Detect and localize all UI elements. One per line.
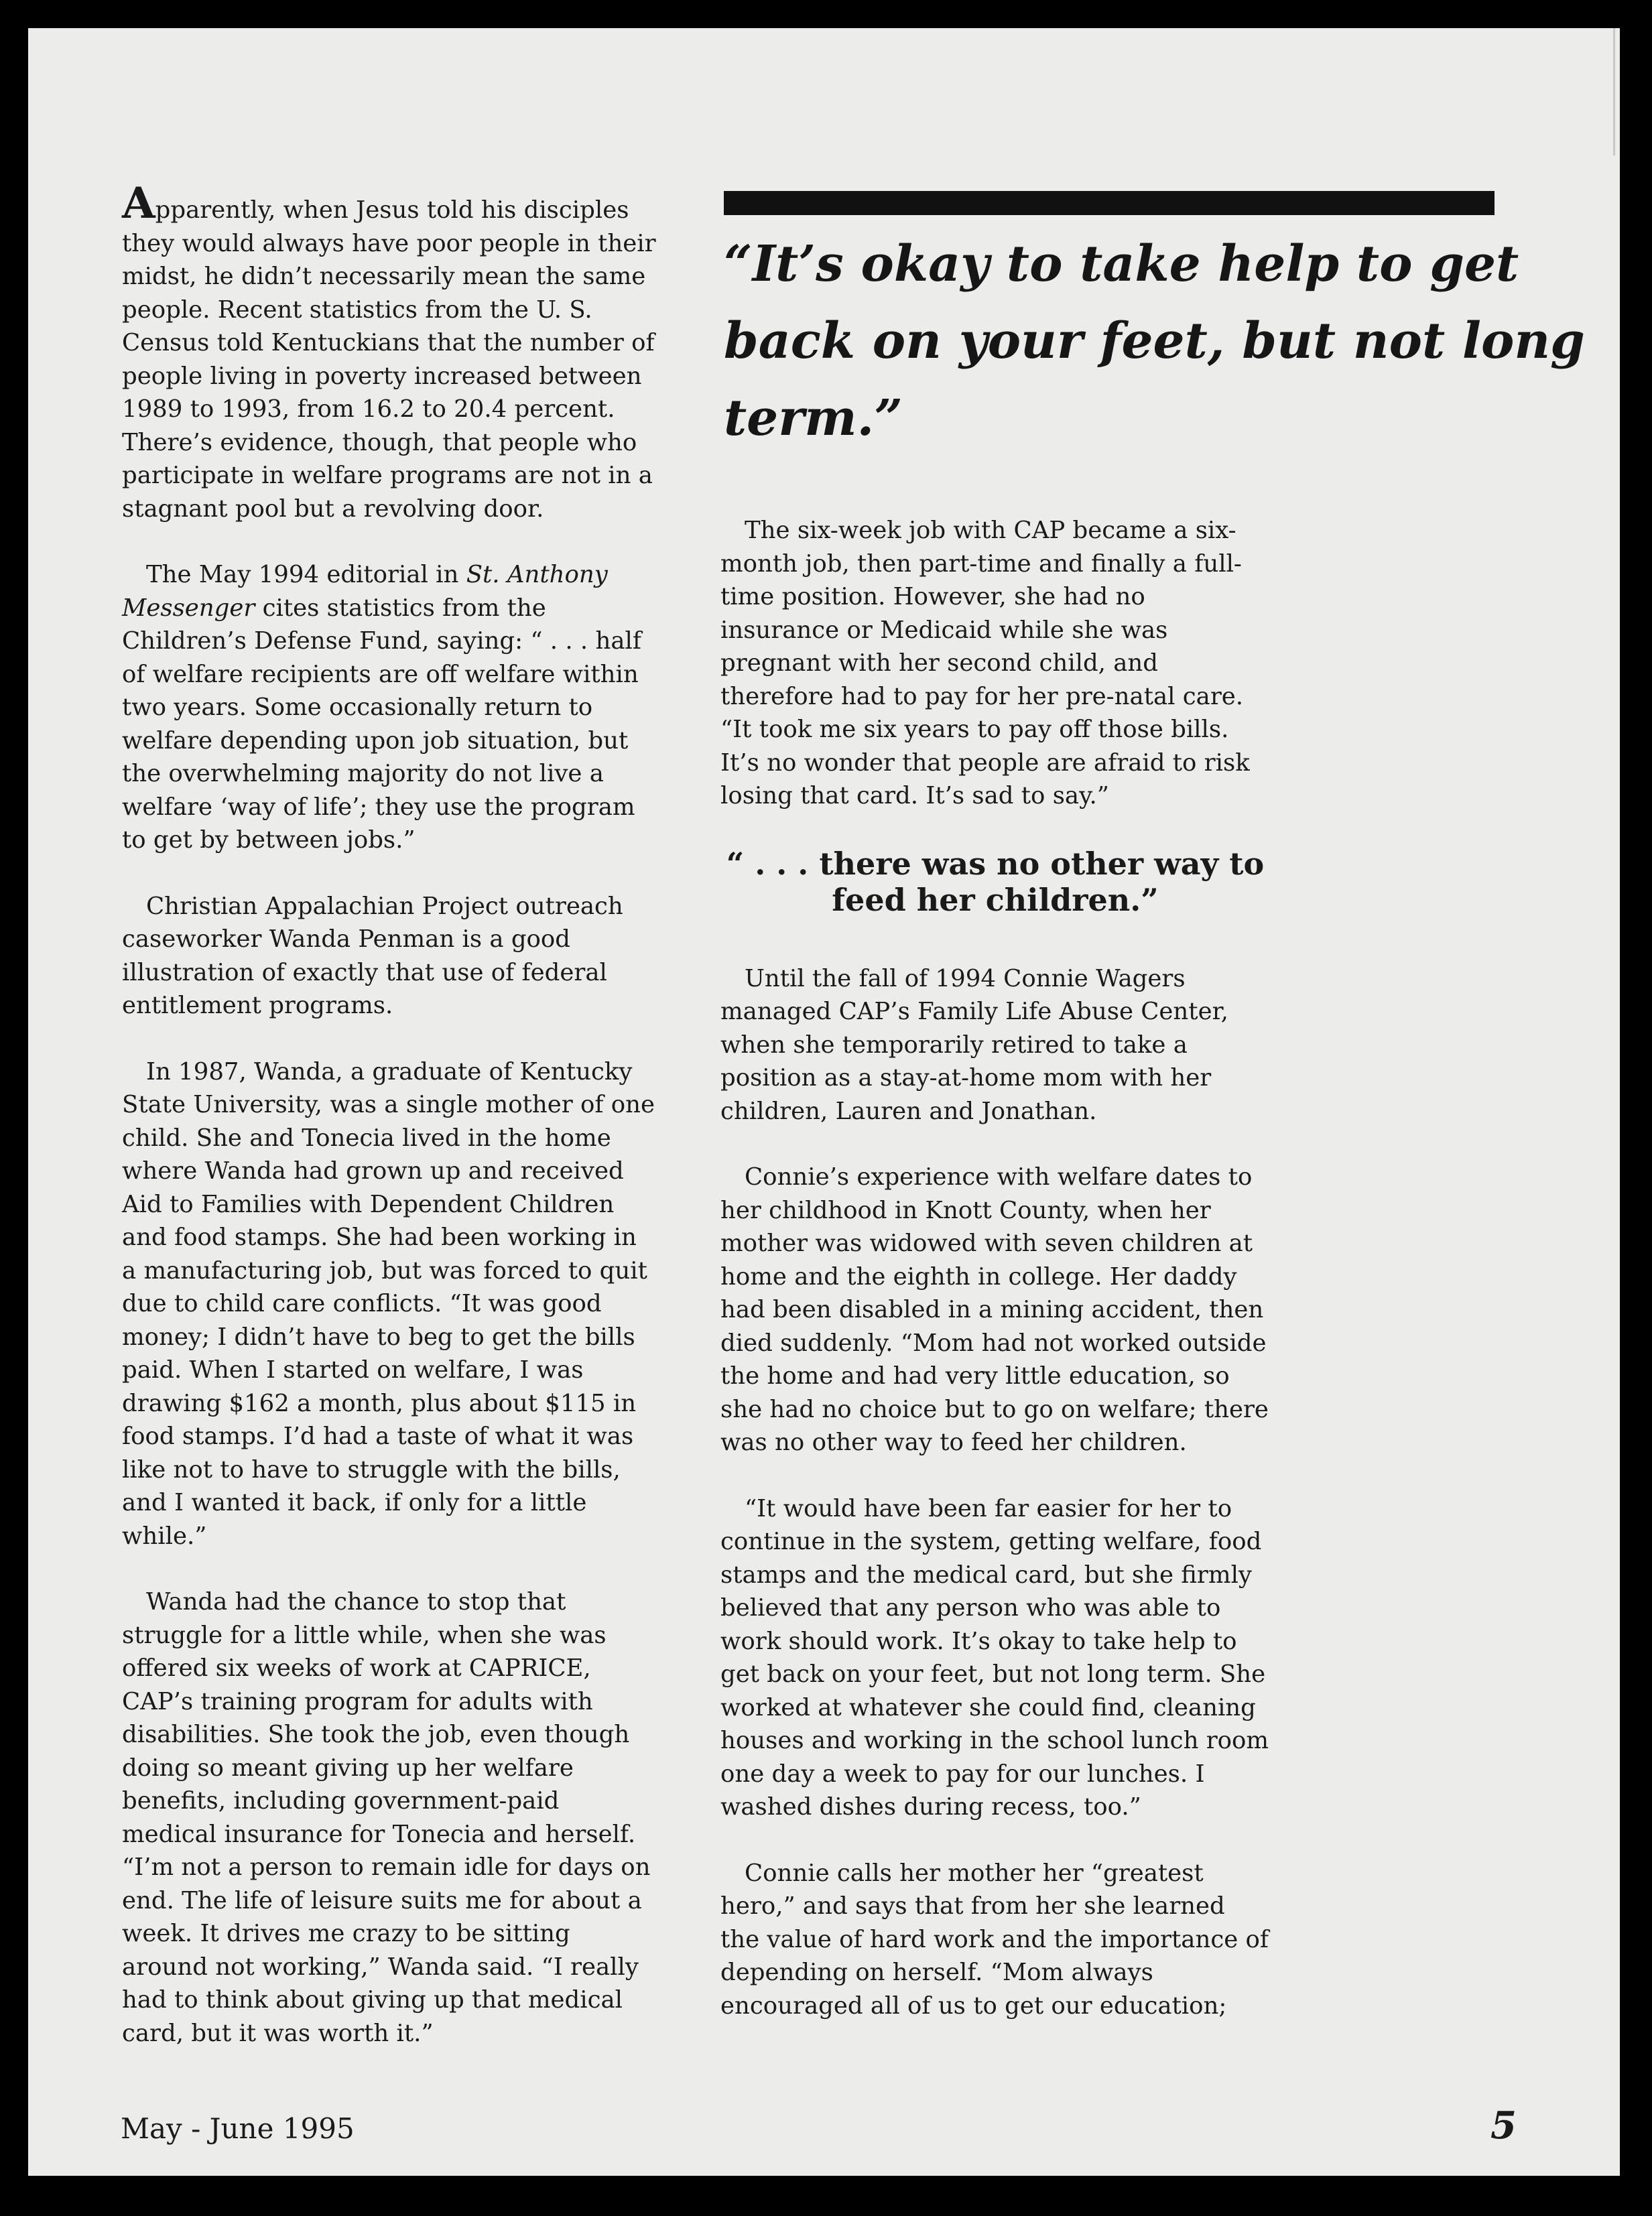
right-column (720, 514, 1270, 2055)
paragraph-text: cites statistics from the Children’s Defense Fund, saying: “ . . . half of welfare recipients are off welfare within two years. Some occasionally return to welfare depending upon job situation, but the overwhelming majority do not live a welfare ‘way of life’; they use the program to get by between jobs.” (122, 594, 642, 854)
paragraph-connie-intro: Until the fall of 1994 Connie Wagers managed CAP’s Family Life Abuse Center, when she temporarily retired to take a position as a stay-at-home mom with her children, Lauren and Jonathan. (720, 964, 1228, 1125)
issue-date: May - June 1995 (121, 2112, 355, 2145)
paragraph-greatest-hero: Connie calls her mother her “greatest hero,” and says that from her she learned the value of hard work and the importance of depending on herself. “Mom always encouraged all of us to get our education; (720, 1859, 1269, 2020)
paragraph-text: The May 1994 editorial in (146, 561, 466, 588)
section-subhead: “ . . . there was no other way to feed her children.” (726, 845, 1265, 918)
paragraph-knott-county: Connie’s experience with welfare dates to her childhood in Knott County, when her mother was widowed with seven children at home and the eighth in college. Her daddy had been disabled in a mining accident, then died suddenly. “Mom had not worked outside the home and had very little education, so she had no choice but to go on welfare; there was no other way to feed her children. (720, 1163, 1269, 1456)
paragraph-text: pparently, when Jesus told his disciples they would always have poor people in their midst, he didn’t necessarily mean the same people. Recent statistics from the U. S. Census told Kentuckians that the number of people living in poverty increased between 1989 to 1993, from 16.2 to 20.4 percent. There’s evidence, though, that people who participate in welfare programs are not in a stagnant pool but a revolving door. (122, 196, 656, 523)
drop-cap: A (122, 178, 155, 229)
pull-quote: “It’s okay to take help to get back on your feet, but not long term.” (724, 235, 1585, 447)
paragraph-1987: In 1987, Wanda, a graduate of Kentucky State University, was a single mother of one child. She and Tonecia lived in the home where Wanda had grown up and received Aid to Families with Dependent Children and food stamps. She had been working in a manufacturing job, but was forced to quit due to child care conflicts. “It was good money; I didn’t have to beg to get the bills paid. When I started on welfare, I was drawing $162 a month, plus about $115 in food stamps. I’d had a taste of what it was like not to have to struggle with the bills, and I wanted it back, if only for a little while.” (122, 1057, 655, 1550)
left-column (122, 178, 658, 2083)
pull-quote-bar (724, 191, 1495, 215)
paragraph-apparently (122, 178, 658, 525)
page-number: 5 (1490, 2103, 1517, 2148)
publication-title: St. Anthony Messenger (122, 561, 608, 622)
paragraph-wanda-intro: Christian Appalachian Project outreach caseworker Wanda Penman is a good illustration of exactly that use of federal entitlement programs. (122, 892, 623, 1019)
scan-edge-mark (1613, 28, 1615, 155)
magazine-page (28, 28, 1620, 2176)
paragraph-far-easier: “It would have been far easier for her to continue in the system, getting welfare, food stamps and the medical card, but she firmly believed that any person who was able to work should work. It’s okay to take help to get back on your feet, but not long term. She worked at whatever she could find, cleaning houses and working in the school lunch room one day a week to pay for our lunches. I washed dishes during recess, too.” (720, 1494, 1269, 1821)
paragraph-caprice: Wanda had the chance to stop that struggle for a little while, when she was offered six weeks of work at CAPRICE, CAP’s training program for adults with disabilities. She took the job, even though doing so meant giving up her welfare benefits, including government-paid medical insurance for Tonecia and herself. “I’m not a person to remain idle for days on end. The life of leisure suits me for about a week. It drives me crazy to be sitting around not working,” Wanda said. “I really had to think about giving up that medical card, but it was worth it.” (122, 1588, 651, 2047)
paragraph-six-week-job: The six-week job with CAP became a six-month job, then part-time and finally a full-time position. However, she had no insurance or Medicaid while she was pregnant with her second child, and therefore had to pay for her pre-natal care. “It took me six years to pay off those bills. It’s no wonder that people are afraid to risk losing that card. It’s sad to say.” (720, 517, 1250, 809)
paragraph-editorial (122, 558, 658, 857)
